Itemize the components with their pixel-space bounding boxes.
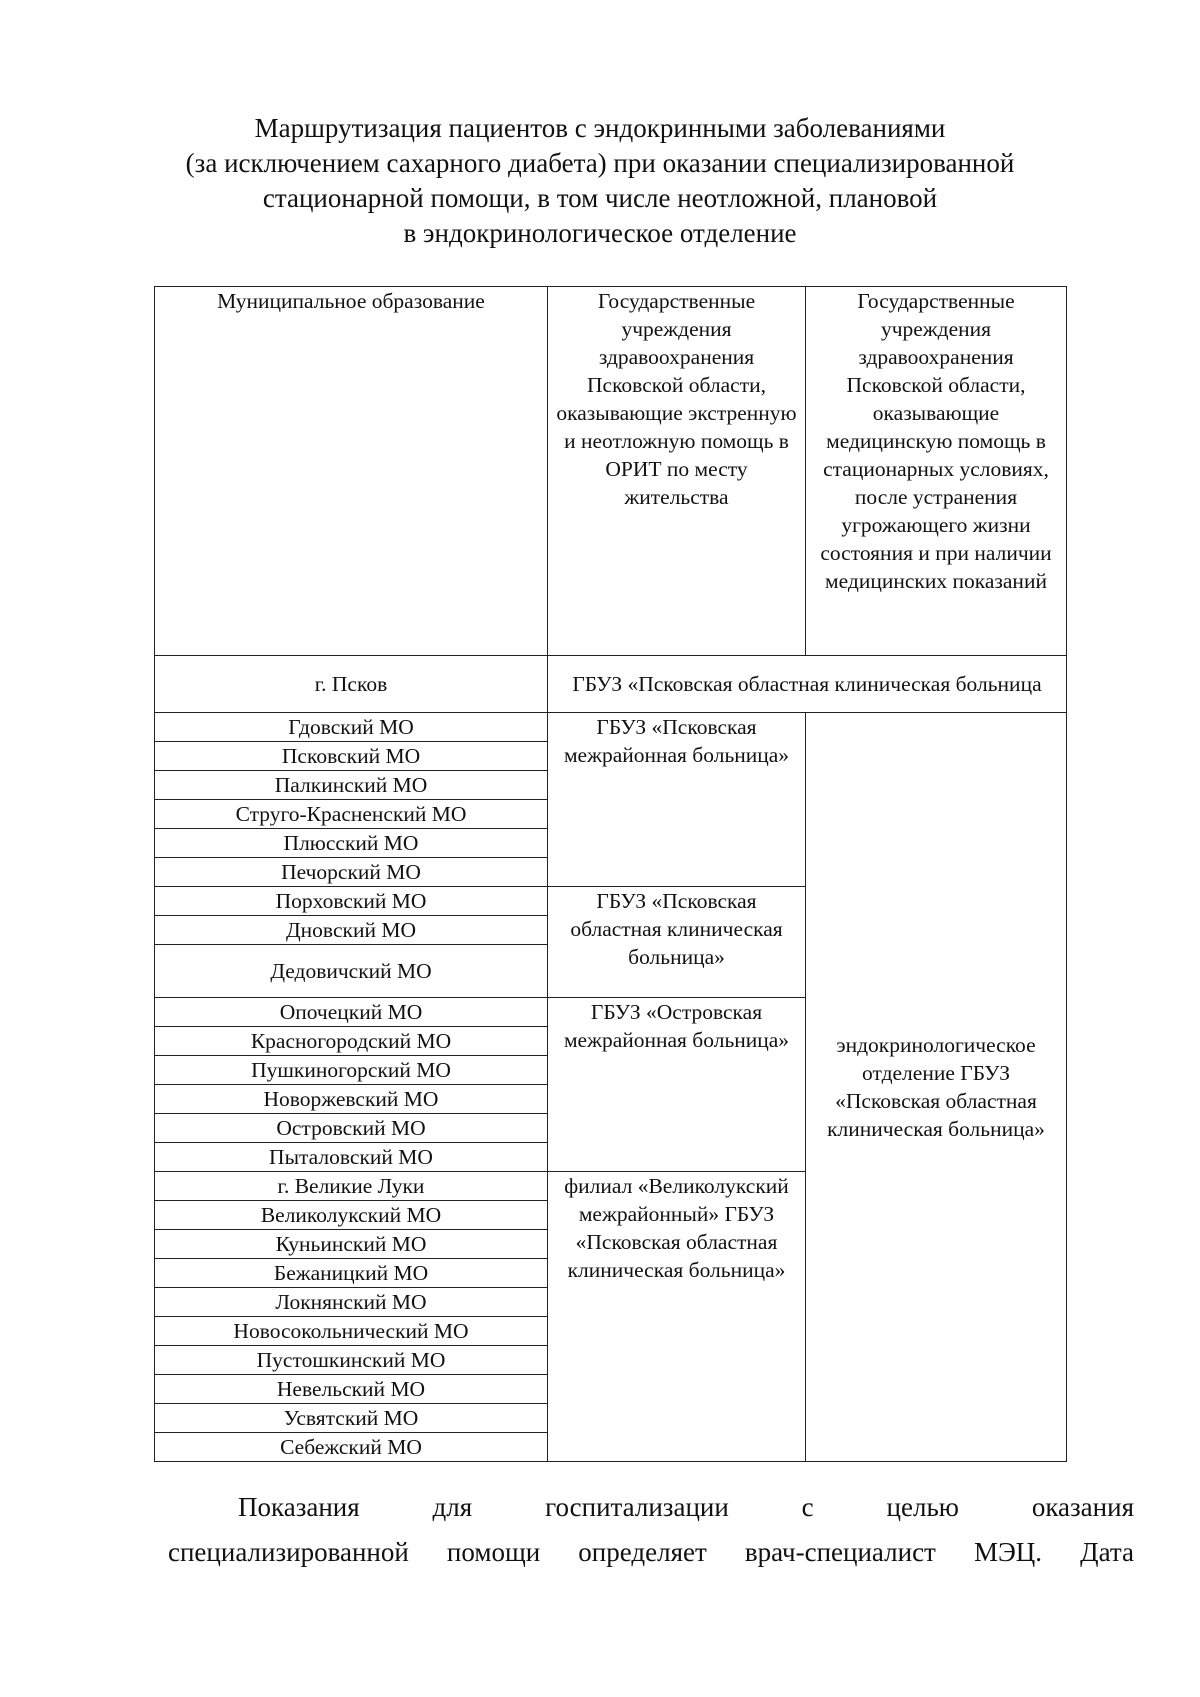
destination-cell: эндокринологическое отделение ГБУЗ «Псковская областная клиническая больница» <box>806 713 1067 1462</box>
table-row <box>155 713 1067 742</box>
paragraph-line: Показания для госпитализации с целью оказания <box>238 1492 1134 1522</box>
municipality-cell: Печорский МО <box>155 858 548 887</box>
municipality-cell: Красногородский МО <box>155 1027 548 1056</box>
municipality-cell: Дедовичский МО <box>155 945 548 998</box>
municipality-cell: Новосокольнический МО <box>155 1317 548 1346</box>
municipality-cell: Себежский МО <box>155 1433 548 1462</box>
municipality-cell: Куньинский МО <box>155 1230 548 1259</box>
paragraph-line: специализированной помощи определяет врач-специалист МЭЦ. Дата <box>168 1537 1134 1567</box>
title-line: Маршрутизация пациентов с эндокринными заболеваниями <box>254 113 946 143</box>
title-line: (за исключением сахарного диабета) при оказании специализированной <box>185 148 1015 178</box>
municipality-cell: Опочецкий МО <box>155 998 548 1027</box>
municipality-cell: Пушкиногорский МО <box>155 1056 548 1085</box>
municipality-cell: Дновский МО <box>155 916 548 945</box>
municipality-cell: Бежаницкий МО <box>155 1259 548 1288</box>
municipality-cell: Плюсский МО <box>155 829 548 858</box>
routing-table <box>154 286 1067 1462</box>
institution-cell: ГБУЗ «Островская межрайонная больница» <box>548 998 806 1172</box>
municipality-cell: Локнянский МО <box>155 1288 548 1317</box>
header-inpatient-institutions: Государственные учреждения здравоохранения Псковской области, оказывающие медицинскую помощь в стационарных условиях, после устранения угрожающего жизни состояния и при наличии медицинских показаний <box>806 287 1067 656</box>
municipality-cell: Гдовский МО <box>155 713 548 742</box>
institution-cell: ГБУЗ «Псковская областная клиническая больница» <box>548 887 806 998</box>
municipality-cell: Палкинский МО <box>155 771 548 800</box>
municipality-cell: г. Псков <box>155 656 548 713</box>
municipality-cell: Великолукский МО <box>155 1201 548 1230</box>
municipality-cell: Новоржевский МО <box>155 1085 548 1114</box>
municipality-cell: Пыталовский МО <box>155 1143 548 1172</box>
table-header-row <box>155 287 1067 656</box>
title-line: в эндокринологическое отделение <box>403 218 797 248</box>
municipality-cell: Островский МО <box>155 1114 548 1143</box>
municipality-cell: Пустошкинский МО <box>155 1346 548 1375</box>
institution-cell: ГБУЗ «Псковская областная клиническая больница <box>548 656 1067 713</box>
municipality-cell: Псковский МО <box>155 742 548 771</box>
municipality-cell: Порховский МО <box>155 887 548 916</box>
header-municipality: Муниципальное образование <box>155 287 548 656</box>
table-row <box>155 656 1067 713</box>
document-title <box>150 111 1050 251</box>
municipality-cell: г. Великие Луки <box>155 1172 548 1201</box>
municipality-cell: Невельский МО <box>155 1375 548 1404</box>
institution-cell: филиал «Великолукский межрайонный» ГБУЗ «Псковская областная клиническая больница» <box>548 1172 806 1462</box>
title-line: стационарной помощи, в том числе неотложной, плановой <box>262 183 938 213</box>
header-emergency-institutions: Государственные учреждения здравоохранения Псковской области, оказывающие экстренную и неотложную помощь в ОРИТ по месту жительства <box>548 287 806 656</box>
municipality-cell: Усвятский МО <box>155 1404 548 1433</box>
municipality-cell: Струго-Красненский МО <box>155 800 548 829</box>
institution-cell: ГБУЗ «Псковская межрайонная больница» <box>548 713 806 887</box>
